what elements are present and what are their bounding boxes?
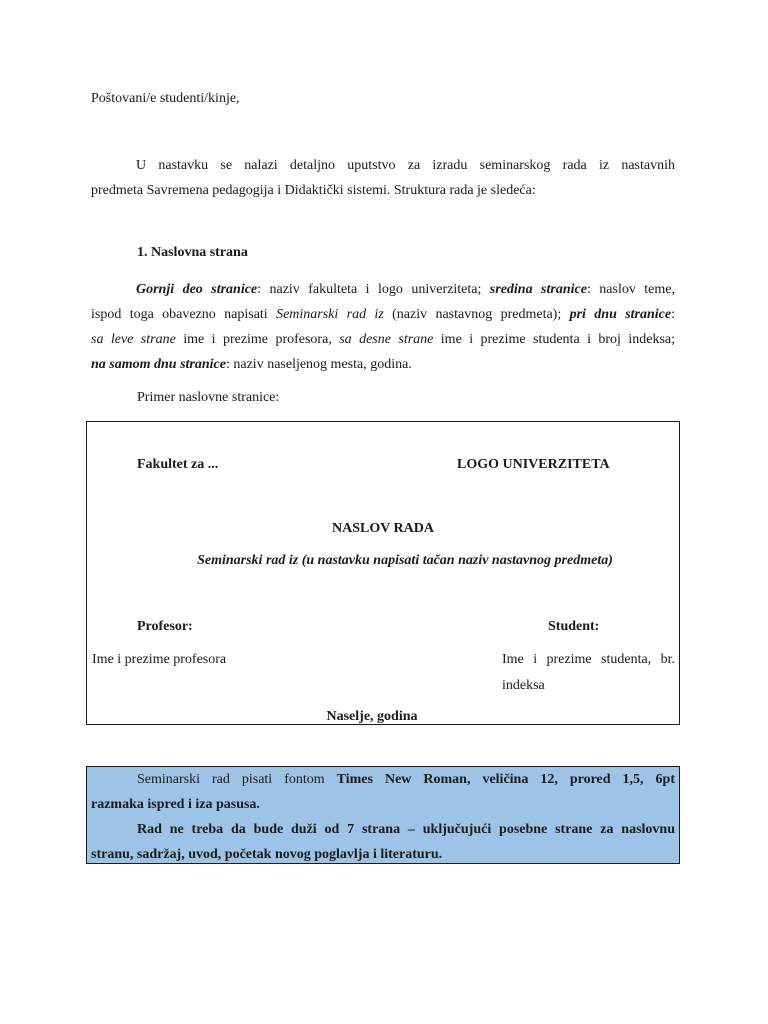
intro-line-2: predmeta Savremena pedagogija i Didaktički sistemi. Struktura rada je sledeća: [91,183,536,198]
student-name-line-2: indeksa [502,678,545,693]
right-label: sa desne strane [339,332,434,347]
professor-name: Ime i prezime profesora [92,652,227,667]
example-intro: Primer naslovne stranice: [137,390,280,405]
note-line-1 [91,767,675,792]
length-line-1: Rad ne treba da bude duži od 7 strana – uključujući posebne strane za naslovnu [137,822,675,837]
line2-a: ispod toga obavezno napisati [91,307,277,322]
very-bottom-text: : naziv naseljenog mesta, godina. [225,357,412,372]
greeting: Poštovani/e studenti/kinje, [91,91,240,106]
place-year: Naselje, godina [326,709,418,724]
middle-label: sredina stranice [489,282,587,297]
professor-label: Profesor: [137,619,193,634]
section-1-line-4 [91,352,675,377]
colon: : [671,307,675,322]
bottom-label: pri dnu stranice [569,307,672,322]
university-logo-placeholder: LOGO UNIVERZITETA [457,457,610,472]
font-intro: Seminarski rad pisati fontom [137,772,337,787]
intro-line-1-text: U nastavku se nalazi detaljno uputstvo za izradu seminarskog rada iz nastavnih [136,158,675,173]
left-label: sa leve strane [91,332,176,347]
student-name-line-1: Ime i prezime studenta, br. [502,652,675,667]
left-text: ime i prezime profesora, [175,332,340,347]
faculty-name: Fakultet za ... [137,457,219,472]
note-line-4: stranu, sadržaj, uvod, početak novog poglavlja i literaturu. [91,847,443,862]
note-line-2: razmaka ispred i iza pasusa. [91,797,260,812]
very-bottom-label: na samom dnu stranice [91,357,226,372]
title-page-example [86,421,680,725]
top-label: Gornji deo stranice [136,282,258,297]
line2-b: (naziv nastavnog predmeta); [383,307,570,322]
section-1-line-3 [91,327,675,352]
paper-title: NASLOV RADA [331,521,435,536]
formatting-note [86,766,680,864]
section-1-line-2 [91,302,675,327]
top-text: : naziv fakulteta i logo univerziteta; [257,282,490,297]
note-line-3 [91,817,675,842]
font-spec: Times New Roman, veličina 12, prored 1,5, 6pt [336,772,675,787]
student-label: Student: [548,619,600,634]
section-1-heading: 1. Naslovna strana [137,245,248,260]
middle-text: : naslov teme, [586,282,675,297]
intro-line-1 [91,153,675,178]
section-1-line-1 [91,277,675,302]
right-text: ime i prezime studenta i broj indeksa; [433,332,675,347]
paper-subtitle: Seminarski rad iz (u nastavku napisati tačan naziv nastavnog predmeta) [197,553,613,568]
line2-italic: Seminarski rad iz [276,307,384,322]
